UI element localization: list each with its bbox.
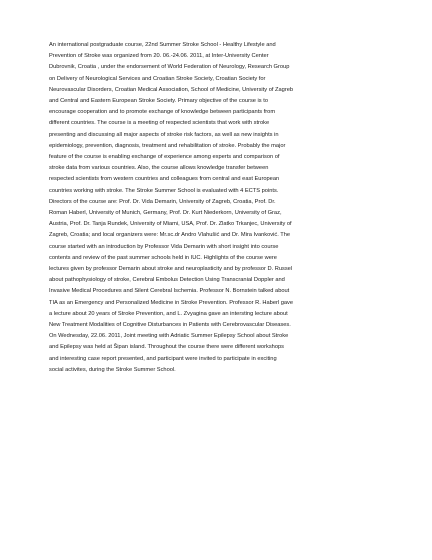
- paragraph-line: TIA as an Emergency and Personalized Medicine in Stroke Prevention. Professor R. Haberl gave: [49, 299, 294, 306]
- paragraph-line: a lecture about 20 years of Stroke Prevention, and L. Zvyagina gave an intersting lecture about: [49, 310, 288, 317]
- paragraph-line: lectures given by professor Demarin about stroke and neuroplasticity and by professor D. Russel: [49, 266, 293, 273]
- paragraph-line: countries working with stroke. The Stroke Summer School is evaluated with 4 ECTS points.: [49, 187, 279, 194]
- paragraph-line: On Wednesday, 22.06. 2011, Joint meeting with Adriatic Summer Epilepsy School about Stroke: [49, 333, 289, 340]
- paragraph-line: Roman Haberl, University of Munich, Germany, Prof. Dr. Kurt Niederkorn, University of Graz,: [49, 210, 282, 217]
- paragraph-line: on Delivery of Neurological Services and Croatian Stroke Society, Croatian Society for: [49, 75, 266, 82]
- paragraph-line: stroke data from various countries. Also, the course allows knowledge transfer between: [49, 165, 269, 172]
- paragraph-line: An international postgraduate course, 22nd Summer Stroke School - Healthy Lifestyle and: [49, 42, 276, 48]
- paragraph-line: social activites, during the Stroke Summer School.: [49, 366, 176, 373]
- paragraph-line: Austria, Prof. Dr. Tanja Rundek, University of Miami, USA, Prof. Dr. Zlatko Trkanjec, University of: [49, 221, 292, 228]
- paragraph-line: Directors of the course are: Prof. Dr. Vida Demarin, University of Zagreb, Croatia, Prof. Dr.: [49, 198, 276, 205]
- body-paragraph: [49, 40, 389, 376]
- paragraph-line: Prevention of Stroke was organized from 20. 06.-24.06. 2011, at Inter-University Center: [49, 53, 269, 60]
- paragraph-line: Invasive Medical Procedures and Silent Cerebral Ischemia. Professor N. Bornstein talked about: [49, 288, 290, 295]
- paragraph-line: respected scientists from western countries and colleagues from central and east European: [49, 176, 280, 183]
- paragraph-line: and interesting case report presented, and participant were invited to participate in exciting: [49, 355, 277, 362]
- paragraph-line: course started with an introduction by Professor Vida Demarin with short insight into course: [49, 243, 279, 250]
- paragraph-line: Dubrovnik, Croatia , under the endorsement of World Federation of Neurology, Research Group: [49, 64, 290, 71]
- paragraph-line: presenting and discussing all major aspects of stroke risk factors, as well as new insights in: [49, 131, 279, 138]
- paragraph-line: and Central and Eastern European Stroke Society. Primary objective of the course is to: [49, 98, 268, 105]
- paragraph-line: feature of the course is enabling exchange of experience among experts and comparison of: [49, 154, 280, 161]
- paragraph-line: Neurovascular Disorders, Croatian Medical Association, School of Medicine, University of Zagreb: [49, 86, 294, 93]
- paragraph-line: about pathophysiology of stroke, Cerebral Embolus Detection Using Transcranial Doppler and: [49, 277, 285, 284]
- paragraph-line: contents and review of the past summer schools held in IUC. Highlights of the course were: [49, 254, 277, 261]
- paragraph-line: New Treatment Modalities of Cognitive Disturbances in Patients with Cerebrovascular Diseases.: [49, 322, 291, 329]
- paragraph-line: encourage cooperation and to promote exchange of knowledge between participants from: [49, 109, 276, 116]
- paragraph-line: different countries. The course is a meeting of respected scientists that work with stroke: [49, 120, 270, 127]
- paragraph-line: and Epilepsy was held at Šipan island. Throughout the course there were different workshops: [49, 344, 285, 351]
- paragraph-line: Zagreb, Croatia; and local organizers were: Mr.sc.dr Andro Vlahušić and Dr. Mira Ivanković. The: [49, 232, 291, 239]
- paragraph-line: epidemiology, prevention, diagnosis, treatment and rehabilitation of stroke. Probably the major: [49, 142, 286, 149]
